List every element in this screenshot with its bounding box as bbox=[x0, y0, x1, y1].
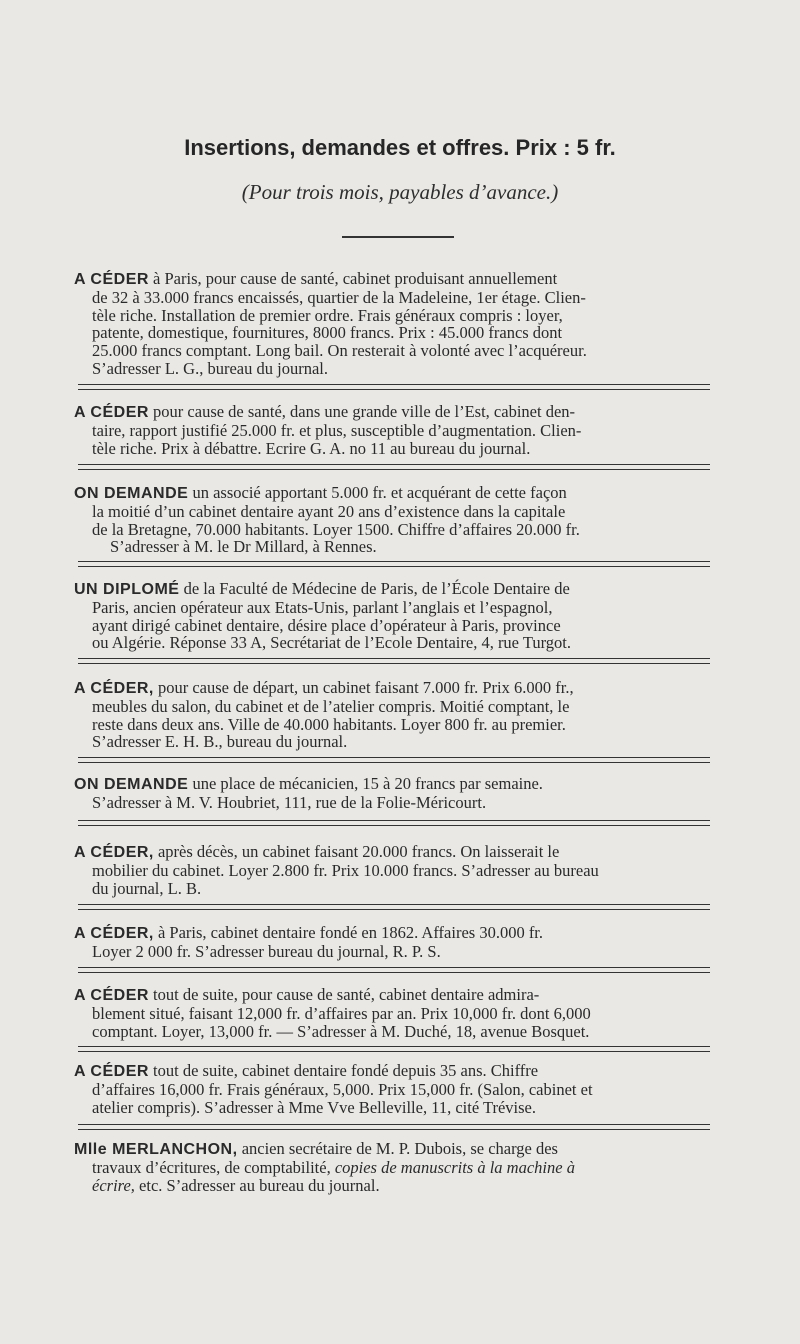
ad-text-line: à Paris, cabinet dentaire fondé en 1862. Affaires 30.000 fr. bbox=[157, 923, 544, 942]
ad-text-line: S’adresser à M. le Dr Millard, à Rennes. bbox=[110, 537, 377, 557]
ad-text-line: pour cause de départ, un cabinet faisant 7.000 fr. Prix 6.000 fr., bbox=[157, 678, 574, 697]
ad-text-line: pour cause de santé, dans une grande ville de l’Est, cabinet den- bbox=[153, 402, 576, 421]
ad-divider bbox=[78, 967, 710, 973]
ad-text-line: meubles du salon, du cabinet et de l’atelier compris. Moitié comptant, le bbox=[92, 696, 570, 716]
ad-text-line: S’adresser E. H. B., bureau du journal. bbox=[92, 732, 348, 752]
classified-ad bbox=[74, 1140, 714, 1194]
ad-text-line: la moitié d’un cabinet dentaire ayant 20 ans d’existence dans la capitale bbox=[92, 501, 566, 521]
classified-ad bbox=[74, 403, 714, 457]
ad-text-line: ayant dirigé cabinet dentaire, désire place d’opérateur à Paris, province bbox=[92, 615, 561, 635]
classified-ad bbox=[74, 924, 714, 961]
ad-divider bbox=[78, 1046, 710, 1052]
page-title: Insertions, demandes et offres. Prix : 5 fr. bbox=[184, 135, 616, 160]
ad-divider bbox=[78, 1124, 710, 1130]
ad-text-line: 25.000 francs comptant. Long bail. On resterait à volonté avec l’acquéreur. bbox=[92, 341, 587, 361]
classified-ad bbox=[74, 775, 714, 812]
ad-text-line: une place de mécanicien, 15 à 20 francs par semaine. bbox=[192, 774, 543, 793]
ad-keyword: A CÉDER bbox=[74, 404, 149, 421]
classified-ad bbox=[74, 1062, 714, 1116]
ad-text-line: du journal, L. B. bbox=[92, 878, 202, 898]
ad-text-italic: copies de manuscrits à la machine à bbox=[334, 1157, 575, 1177]
ad-text-line: patente, domestique, fournitures, 8000 francs. Prix : 45.000 francs dont bbox=[92, 323, 563, 343]
ad-divider bbox=[78, 561, 710, 567]
ad-keyword: A CÉDER, bbox=[74, 844, 154, 861]
ad-text-line: Loyer 2 000 fr. S’adresser bureau du journal, R. P. S. bbox=[92, 941, 441, 961]
ad-text-line: ancien secrétaire de M. P. Dubois, se charge des bbox=[241, 1139, 558, 1158]
ad-text-line: Paris, ancien opérateur aux Etats-Unis, parlant l’anglais et l’espagnol, bbox=[92, 597, 553, 617]
bleed-through-mark bbox=[232, 88, 236, 114]
classified-ad bbox=[74, 843, 714, 897]
ad-text-line: tèle riche. Prix à débattre. Ecrire G. A. no 11 au bureau du journal. bbox=[92, 438, 531, 458]
ad-keyword: A CÉDER, bbox=[74, 680, 154, 697]
ad-text-line: S’adresser L. G., bureau du journal. bbox=[92, 358, 328, 378]
ad-divider bbox=[78, 904, 710, 910]
classified-ad bbox=[74, 270, 714, 378]
ad-text-line: de la Faculté de Médecine de Paris, de l’École Dentaire de bbox=[183, 579, 570, 598]
classified-ad bbox=[74, 484, 714, 556]
ad-divider bbox=[78, 658, 710, 664]
ad-keyword: UN DIPLOMÉ bbox=[74, 581, 180, 598]
ad-text-line: à Paris, pour cause de santé, cabinet produisant annuellement bbox=[153, 269, 558, 288]
ad-divider bbox=[78, 757, 710, 763]
ad-keyword: A CÉDER bbox=[74, 987, 149, 1004]
ad-keyword: ON DEMANDE bbox=[74, 776, 189, 793]
ad-text-line: S’adresser à M. V. Houbriet, 111, rue de la Folie-Méricourt. bbox=[92, 792, 487, 812]
ad-divider bbox=[78, 384, 710, 390]
ad-keyword: ON DEMANDE bbox=[74, 485, 189, 502]
ad-text-line: de la Bretagne, 70.000 habitants. Loyer 1500. Chiffre d’affaires 20.000 fr. bbox=[92, 519, 580, 539]
ad-text-line: de 32 à 33.000 francs encaissés, quartier de la Madeleine, 1er étage. Clien- bbox=[92, 287, 586, 307]
title-divider bbox=[342, 236, 454, 238]
classified-ad bbox=[74, 986, 714, 1040]
ad-text-line: blement situé, faisant 12,000 fr. d’affaires par an. Prix 10,000 fr. dont 6,000 bbox=[92, 1003, 591, 1023]
ad-divider bbox=[78, 464, 710, 470]
ad-text-line: mobilier du cabinet. Loyer 2.800 fr. Prix 10.000 francs. S’adresser au bureau bbox=[92, 860, 599, 880]
classified-ad bbox=[74, 679, 714, 751]
ad-text-line: ou Algérie. Réponse 33 A, Secrétariat de l’Ecole Dentaire, 4, rue Turgot. bbox=[92, 633, 571, 653]
ad-text-line: un associé apportant 5.000 fr. et acquérant de cette façon bbox=[192, 483, 567, 502]
ad-text-line: tèle riche. Installation de premier ordre. Frais généraux compris : loyer, bbox=[92, 305, 563, 325]
ad-text-line: travaux d’écritures, de comptabilité, bbox=[92, 1157, 331, 1177]
ad-text-italic: écrire, bbox=[92, 1175, 135, 1195]
ad-text-line: atelier compris). S’adresser à Mme Vve Belleville, 11, cité Trévise. bbox=[92, 1097, 537, 1117]
ad-keyword: Mlle MERLANCHON, bbox=[74, 1141, 238, 1158]
ad-keyword: A CÉDER, bbox=[74, 925, 154, 942]
ad-text-line: après décès, un cabinet faisant 20.000 francs. On laisserait le bbox=[157, 842, 560, 861]
ad-keyword: A CÉDER bbox=[74, 271, 149, 288]
ad-divider bbox=[78, 820, 710, 826]
ad-text-line: tout de suite, pour cause de santé, cabinet dentaire admira- bbox=[153, 985, 540, 1004]
classified-ad bbox=[74, 580, 714, 652]
ad-text-line: comptant. Loyer, 13,000 fr. — S’adresser à M. Duché, 18, avenue Bosquet. bbox=[92, 1021, 590, 1041]
ad-text-line: tout de suite, cabinet dentaire fondé depuis 35 ans. Chiffre bbox=[153, 1061, 539, 1080]
page-subtitle: (Pour trois mois, payables d’avance.) bbox=[241, 180, 559, 204]
ad-text-line: reste dans deux ans. Ville de 40.000 habitants. Loyer 800 fr. au premier. bbox=[92, 714, 566, 734]
ad-text-line: d’affaires 16,000 fr. Frais généraux, 5,000. Prix 15,000 fr. (Salon, cabinet et bbox=[92, 1079, 593, 1099]
ad-text-line: etc. S’adresser au bureau du journal. bbox=[139, 1175, 380, 1195]
ad-text-line: taire, rapport justifié 25.000 fr. et plus, susceptible d’augmentation. Clien- bbox=[92, 420, 582, 440]
ad-keyword: A CÉDER bbox=[74, 1063, 149, 1080]
